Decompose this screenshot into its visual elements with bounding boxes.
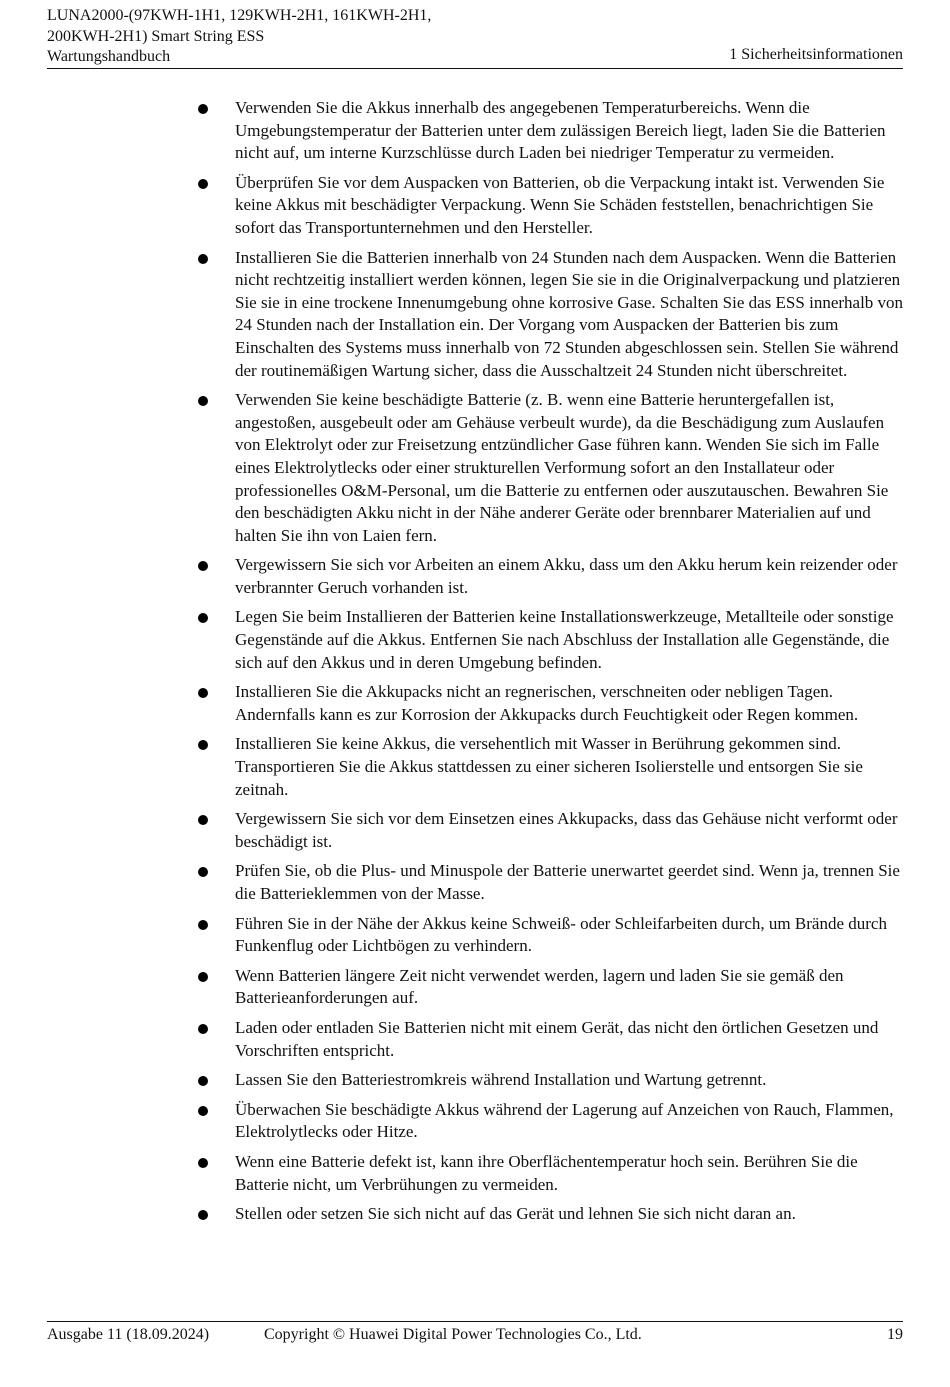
page-footer — [47, 1321, 903, 1349]
list-item-text: Installieren Sie die Akkupacks nicht an regnerischen, verschneiten oder nebligen Tagen. Andernfalls kann es zur Korrosion der Akkupacks durch Feuchtigkeit oder Regen kommen. — [235, 682, 859, 724]
list-item-text: Vergewissern Sie sich vor Arbeiten an einem Akku, dass um den Akku herum kein reizender oder verbrannter Geruch vorhanden ist. — [235, 555, 898, 597]
list-item — [195, 913, 907, 958]
list-item — [195, 1203, 907, 1226]
list-item-text: Verwenden Sie keine beschädigte Batterie (z. B. wenn eine Batterie heruntergefallen ist, angestoßen, ausgebeult oder am Gehäuse verbeult wurde), da die Beschädigung zum Auslaufen von Elektrolyt oder zur Freisetzung entzündlicher Gase führen kann. Wenden Sie sich im Falle eines Elektrolytlecks oder einer strukturellen Verformung sofort an den Installateur oder professionelles O&M-Personal, um die Batterie zu entfernen oder auszutauschen. Bewahren Sie den beschädigten Akku nicht in der Nähe anderer Geräte oder brennbarer Materialien auf und halten Sie ihn von Laien fern. — [235, 390, 889, 545]
page-header — [47, 6, 903, 69]
list-item — [195, 1099, 907, 1144]
title-line-2: 200KWH-2H1) Smart String ESS — [47, 27, 265, 45]
list-item — [195, 1069, 907, 1092]
copyright-notice: Copyright © Huawei Digital Power Technologies Co., Ltd. — [264, 1326, 642, 1343]
list-item — [195, 554, 907, 599]
list-item — [195, 1017, 907, 1062]
list-item-text: Wenn eine Batterie defekt ist, kann ihre Oberflächentemperatur hoch sein. Berühren Sie die Batterie nicht, um Verbrühungen zu vermeiden. — [235, 1151, 858, 1194]
bullet-icon — [198, 1210, 208, 1220]
section-title: 1 Sicherheitsinformationen — [729, 46, 903, 63]
list-item-text: Installieren Sie keine Akkus, die versehentlich mit Wasser in Berührung gekommen sind. Transportieren Sie die Akkus stattdessen zu einer sicheren Isolierstelle und entsorgen Sie sie zeitnah. — [235, 734, 863, 799]
list-item-text: Prüfen Sie, ob die Plus- und Minuspole der Batterie unerwartet geerdet sind. Wenn ja, trennen Sie die Batterieklemmen von der Masse. — [235, 861, 900, 903]
bullet-icon — [198, 396, 208, 406]
list-item-text: Vergewissern Sie sich vor dem Einsetzen eines Akkupacks, dass das Gehäuse nicht verformt oder beschädigt ist. — [235, 809, 898, 851]
bullet-icon — [198, 104, 208, 114]
list-item — [195, 1151, 907, 1196]
bullet-icon — [198, 1106, 208, 1116]
document-title — [47, 6, 431, 68]
list-item — [195, 681, 907, 726]
bullet-icon — [198, 920, 208, 930]
list-item-text: Legen Sie beim Installieren der Batterien keine Installationswerkzeuge, Metallteile oder sonstige Gegenstände auf die Akkus. Entfernen Sie nach Abschluss der Installation alle Gegenstände, die sich auf den Akkus und in deren Umgebung befinden. — [235, 607, 894, 672]
bullet-icon — [198, 972, 208, 982]
list-item-text: Verwenden Sie die Akkus innerhalb des angegebenen Temperaturbereichs. Wenn die Umgebungstemperatur der Batterien unter dem zulässigen Bereich liegt, laden Sie die Batterien nicht auf, um interne Kurzschlüsse durch Laden bei niedriger Temperatur zu vermeiden. — [235, 98, 886, 163]
page-number: 19 — [887, 1326, 903, 1343]
bullet-list — [195, 97, 907, 1233]
list-item — [195, 808, 907, 853]
list-item-text: Lassen Sie den Batteriestromkreis während Installation und Wartung getrennt. — [235, 1070, 767, 1090]
bullet-icon — [198, 254, 208, 264]
list-item — [195, 733, 907, 801]
bullet-icon — [198, 740, 208, 750]
bullet-icon — [198, 688, 208, 698]
bullet-icon — [198, 179, 208, 189]
list-item — [195, 389, 907, 547]
title-line-3: Wartungshandbuch — [47, 48, 171, 65]
bullet-icon — [198, 561, 208, 571]
list-item — [195, 172, 907, 240]
list-item — [195, 965, 907, 1010]
bullet-icon — [198, 815, 208, 825]
list-item-text: Stellen oder setzen Sie sich nicht auf das Gerät und lehnen Sie sich nicht daran an. — [235, 1204, 796, 1224]
list-item-text: Überwachen Sie beschädigte Akkus während der Lagerung auf Anzeichen von Rauch, Flammen, Elektrolytlecks oder Hitze. — [235, 1099, 894, 1142]
list-item-text: Überprüfen Sie vor dem Auspacken von Batterien, ob die Verpackung intakt ist. Verwenden Sie keine Akkus mit beschädigter Verpackung. Wenn Sie Schäden feststellen, benachrichtigen Sie sofort das Transportunternehmen und den Hersteller. — [235, 172, 885, 237]
list-item-text: Führen Sie in der Nähe der Akkus keine Schweiß- oder Schleifarbeiten durch, um Brände durch Funkenflug oder Lichtbögen zu verhindern. — [235, 913, 887, 956]
list-item — [195, 247, 907, 383]
edition-info: Ausgabe 11 (18.09.2024) — [47, 1326, 210, 1343]
title-line-1: LUNA2000-(97KWH-1H1, 129KWH-2H1, 161KWH-2H1, — [47, 7, 432, 24]
list-item — [195, 97, 907, 165]
bullet-icon — [198, 1024, 208, 1034]
bullet-icon — [198, 1076, 208, 1086]
list-item-text: Laden oder entladen Sie Batterien nicht mit einem Gerät, das nicht den örtlichen Gesetzen und Vorschriften entspricht. — [235, 1017, 879, 1060]
list-item-text: Wenn Batterien längere Zeit nicht verwendet werden, lagern und laden Sie sie gemäß den Batterieanforderungen auf. — [235, 965, 844, 1008]
list-item — [195, 860, 907, 905]
bullet-icon — [198, 867, 208, 877]
bullet-icon — [198, 613, 208, 623]
list-item-text: Installieren Sie die Batterien innerhalb von 24 Stunden nach dem Auspacken. Wenn die Batterien nicht rechtzeitig installiert werden können, legen Sie sie in die Originalverpackung und platzieren Sie sie in eine trockene Innenumgebung ohne korrosive Gase. Schalten Sie das ESS innerhalb von 24 Stunden nach der Installation ein. Der Vorgang vom Auspacken der Batterien bis zum Einschalten des Systems muss innerhalb von 72 Stunden abgeschlossen sein. Stellen Sie während der routinemäßigen Wartung sicher, dass die Ausschaltzeit 24 Stunden nicht überschreitet. — [235, 247, 904, 380]
list-item — [195, 606, 907, 674]
bullet-icon — [198, 1158, 208, 1168]
